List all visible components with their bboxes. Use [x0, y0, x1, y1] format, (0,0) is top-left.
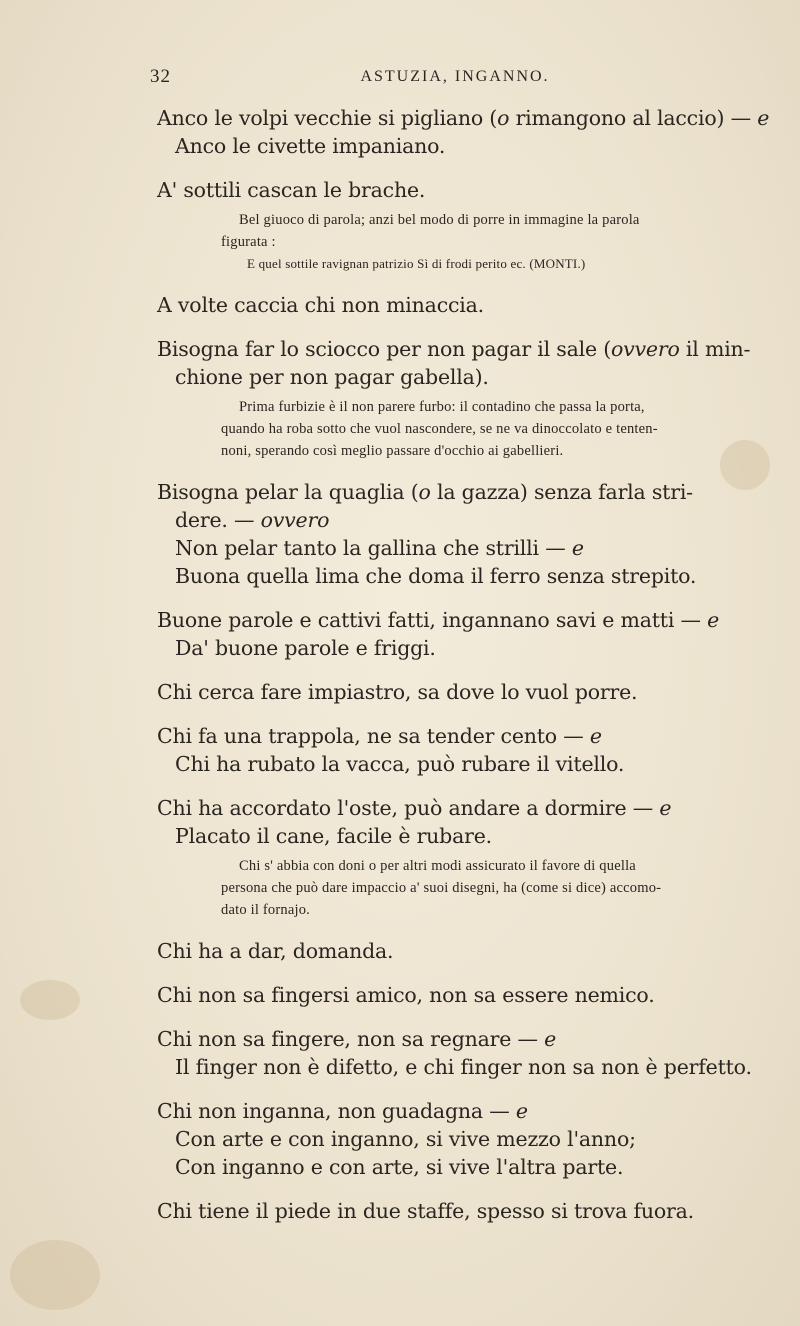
proverb-entry [157, 678, 767, 706]
proverb-line: Buona quella lima che doma il ferro senza strepito. [175, 564, 697, 588]
proverb-entry [157, 1197, 767, 1225]
proverb-entry [157, 176, 767, 275]
proverb-line: A volte caccia chi non minaccia. [157, 293, 484, 317]
proverb-line: Chi tiene il piede in due staffe, spesso si trova fuora. [157, 1199, 694, 1223]
proverb-line: Bisogna pelar la quaglia (o la gazza) senza farla stri- [157, 480, 693, 504]
paper-stain [10, 1240, 100, 1310]
proverb-entry [157, 981, 767, 1009]
proverb-line: Chi ha a dar, domanda. [157, 939, 394, 963]
proverb-line: Bisogna far lo sciocco per non pagar il sale (ovvero il min- [157, 337, 751, 361]
proverb-note [157, 396, 767, 462]
proverb-line: dere. — ovvero [175, 508, 330, 532]
proverb-entry [157, 1097, 767, 1181]
proverb-line: Anco le civette impaniano. [175, 134, 446, 158]
note-line: noni, sperando così meglio passare d'occhio ai gabellieri. [221, 443, 564, 459]
paper-stain [20, 980, 80, 1020]
proverb-line: Chi non sa fingersi amico, non sa essere nemico. [157, 983, 655, 1007]
proverb-note [157, 209, 767, 275]
proverb-line: chione per non pagar gabella). [175, 365, 489, 389]
proverb-line: Non pelar tanto la gallina che strilli — e [175, 536, 584, 560]
note-line: Bel giuoco di parola; anzi bel modo di porre in immagine la parola [239, 212, 640, 228]
proverb-line: Anco le volpi vecchie si pigliano (o rimangono al laccio) — e [157, 106, 770, 130]
running-title: ASTUZIA, INGANNO. [360, 68, 550, 85]
proverb-entry [157, 104, 770, 160]
proverb-list [157, 104, 770, 1225]
proverb-entry [157, 794, 767, 921]
proverb-line: Con inganno e con arte, si vive l'altra parte. [175, 1155, 624, 1179]
note-line: Prima furbizie è il non parere furbo: il contadino che passa la porta, [239, 399, 645, 415]
proverb-entry [157, 722, 767, 778]
proverb-line: Chi ha rubato la vacca, può rubare il vitello. [175, 752, 625, 776]
proverb-line: Chi ha accordato l'oste, può andare a dormire — e [157, 796, 672, 820]
note-quote: E quel sottile ravignan patrizio Sì di frodi perito ec. (MONTI.) [247, 256, 586, 271]
proverb-entry [157, 1025, 767, 1081]
proverb-line: Chi cerca fare impiastro, sa dove lo vuol porre. [157, 680, 638, 704]
proverb-line: Placato il cane, facile è rubare. [175, 824, 492, 848]
page-number: 32 [150, 66, 171, 87]
page-header [150, 66, 760, 94]
note-line: figurata : [221, 234, 276, 250]
proverb-entry [157, 606, 767, 662]
proverb-entry [157, 937, 767, 965]
note-line: Chi s' abbia con doni o per altri modi assicurato il favore di quella [239, 858, 636, 874]
proverb-line: Buone parole e cattivi fatti, ingannano savi e matti — e [157, 608, 720, 632]
note-line: persona che può dare impaccio a' suoi disegni, ha (come si dice) accomo- [221, 880, 662, 896]
proverb-entry [157, 291, 767, 319]
note-line: quando ha roba sotto che vuol nascondere, se ne va dinoccolato e tenten- [221, 421, 658, 437]
proverb-line: Con arte e con inganno, si vive mezzo l'anno; [175, 1127, 636, 1151]
proverb-line: A' sottili cascan le brache. [157, 178, 426, 202]
proverb-line: Chi non sa fingere, non sa regnare — e [157, 1027, 557, 1051]
proverb-note [157, 855, 767, 921]
proverb-entry [157, 335, 767, 462]
proverb-entry [157, 478, 767, 590]
proverb-line: Il finger non è difetto, e chi finger non sa non è perfetto. [175, 1055, 752, 1079]
proverb-line: Chi non inganna, non guadagna — e [157, 1099, 528, 1123]
proverb-line: Da' buone parole e friggi. [175, 636, 436, 660]
proverb-line: Chi fa una trappola, ne sa tender cento — e [157, 724, 602, 748]
note-line: dato il fornajo. [221, 902, 310, 918]
